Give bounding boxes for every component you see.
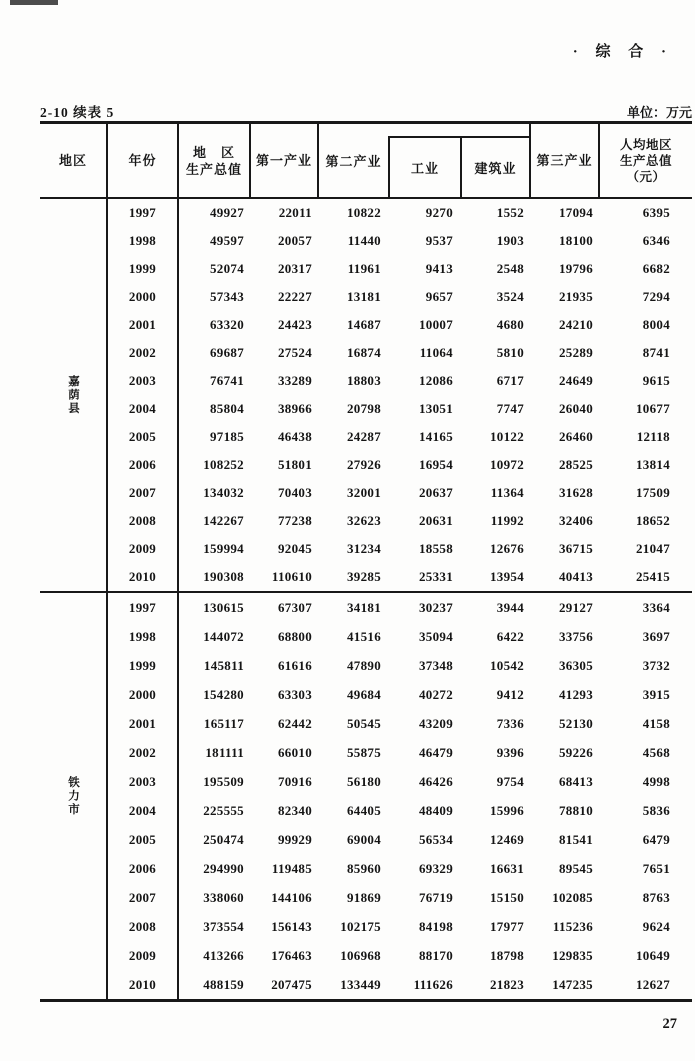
value-cell: 91869 bbox=[347, 889, 381, 905]
table-row bbox=[108, 767, 692, 796]
value-cell: 13814 bbox=[636, 457, 670, 472]
table-row bbox=[108, 479, 692, 507]
value-cell: 89545 bbox=[559, 860, 593, 876]
value-cell: 66010 bbox=[278, 744, 312, 760]
region-name: 铁力市 bbox=[67, 775, 79, 817]
value-cell: 26460 bbox=[559, 429, 593, 444]
col-header-secondary-industry: 第二产业 bbox=[325, 154, 382, 169]
year-cell: 2007 bbox=[108, 883, 179, 912]
value-cell: 2548 bbox=[496, 261, 524, 276]
table-row bbox=[108, 796, 692, 825]
value-cell: 61616 bbox=[278, 657, 312, 673]
value-cell: 10677 bbox=[636, 401, 670, 416]
value-cell: 46426 bbox=[419, 773, 453, 789]
value-cell: 181111 bbox=[205, 744, 244, 760]
value-cell: 68413 bbox=[559, 773, 593, 789]
year-cell: 2008 bbox=[108, 507, 179, 535]
region-block bbox=[40, 591, 692, 999]
value-cell: 17094 bbox=[559, 205, 593, 220]
value-cell: 69329 bbox=[419, 860, 453, 876]
value-cell: 16954 bbox=[419, 457, 453, 472]
value-cell: 85960 bbox=[347, 860, 381, 876]
year-cell: 1998 bbox=[108, 622, 179, 651]
value-cell: 29127 bbox=[559, 599, 593, 615]
value-cell: 77238 bbox=[278, 513, 312, 528]
value-cell: 40272 bbox=[419, 686, 453, 702]
table-row bbox=[108, 311, 692, 339]
value-cell: 18652 bbox=[636, 513, 670, 528]
value-cell: 1903 bbox=[496, 233, 524, 248]
value-cell: 25415 bbox=[636, 569, 670, 584]
value-cell: 24287 bbox=[347, 429, 381, 444]
value-cell: 48409 bbox=[419, 802, 453, 818]
year-cell: 2003 bbox=[108, 367, 179, 395]
value-cell: 294990 bbox=[203, 860, 244, 876]
value-cell: 37348 bbox=[419, 657, 453, 673]
value-cell: 15150 bbox=[490, 889, 524, 905]
year-cell: 1999 bbox=[108, 255, 179, 283]
col-header-primary-industry: 第一产业 bbox=[251, 124, 319, 197]
value-cell: 67307 bbox=[278, 599, 312, 615]
value-cell: 207475 bbox=[271, 976, 312, 992]
value-cell: 46479 bbox=[419, 744, 453, 760]
value-cell: 144106 bbox=[271, 889, 312, 905]
value-cell: 92045 bbox=[278, 541, 312, 556]
value-cell: 21823 bbox=[490, 976, 524, 992]
value-cell: 31234 bbox=[347, 541, 381, 556]
value-cell: 11961 bbox=[347, 261, 381, 276]
col-header-region: 地区 bbox=[40, 124, 108, 197]
value-cell: 70403 bbox=[278, 485, 312, 500]
value-cell: 111626 bbox=[413, 976, 453, 992]
table-row bbox=[108, 912, 692, 941]
value-cell: 147235 bbox=[552, 976, 593, 992]
table-row bbox=[108, 825, 692, 854]
unit-label: 单位：万元 bbox=[626, 105, 692, 120]
table-row bbox=[108, 367, 692, 395]
value-cell: 21047 bbox=[636, 541, 670, 556]
value-cell: 144072 bbox=[203, 628, 244, 644]
value-cell: 40413 bbox=[559, 569, 593, 584]
value-cell: 133449 bbox=[340, 976, 381, 992]
value-cell: 13181 bbox=[347, 289, 381, 304]
value-cell: 46438 bbox=[278, 429, 312, 444]
value-cell: 10122 bbox=[490, 429, 524, 444]
year-cell: 2001 bbox=[108, 311, 179, 339]
region-name: 嘉荫县 bbox=[67, 374, 79, 416]
value-cell: 34181 bbox=[347, 599, 381, 615]
value-cell: 27926 bbox=[347, 457, 381, 472]
value-cell: 129835 bbox=[552, 947, 593, 963]
value-cell: 106968 bbox=[340, 947, 381, 963]
value-cell: 81541 bbox=[559, 831, 593, 847]
value-cell: 20317 bbox=[278, 261, 312, 276]
value-cell: 110610 bbox=[271, 569, 312, 584]
value-cell: 10822 bbox=[347, 205, 381, 220]
value-cell: 68800 bbox=[278, 628, 312, 644]
statistical-table bbox=[40, 121, 692, 1002]
value-cell: 99929 bbox=[278, 831, 312, 847]
value-cell: 11992 bbox=[490, 513, 524, 528]
table-row bbox=[108, 854, 692, 883]
value-cell: 36715 bbox=[559, 541, 593, 556]
table-row bbox=[108, 507, 692, 535]
value-cell: 3697 bbox=[642, 628, 670, 644]
value-cell: 6395 bbox=[642, 205, 670, 220]
value-cell: 9412 bbox=[496, 686, 524, 702]
value-cell: 134032 bbox=[203, 485, 244, 500]
value-cell: 20637 bbox=[419, 485, 453, 500]
value-cell: 9270 bbox=[425, 205, 453, 220]
table-row bbox=[108, 709, 692, 738]
value-cell: 4568 bbox=[642, 744, 670, 760]
table-row bbox=[108, 738, 692, 767]
value-cell: 5810 bbox=[496, 345, 524, 360]
value-cell: 10972 bbox=[490, 457, 524, 472]
value-cell: 63303 bbox=[278, 686, 312, 702]
year-cell: 1997 bbox=[108, 593, 179, 622]
region-label-cell bbox=[40, 199, 108, 591]
value-cell: 12118 bbox=[636, 429, 670, 444]
year-cell: 2002 bbox=[108, 738, 179, 767]
year-cell: 2005 bbox=[108, 825, 179, 854]
value-cell: 8763 bbox=[642, 889, 670, 905]
value-cell: 165117 bbox=[203, 715, 244, 731]
value-cell: 52074 bbox=[210, 261, 244, 276]
value-cell: 22011 bbox=[278, 205, 312, 220]
value-cell: 9624 bbox=[642, 918, 670, 934]
value-cell: 3944 bbox=[496, 599, 524, 615]
table-row bbox=[108, 283, 692, 311]
value-cell: 3732 bbox=[642, 657, 670, 673]
value-cell: 24649 bbox=[559, 373, 593, 388]
table-row bbox=[108, 680, 692, 709]
col-header-percap-line3: （元） bbox=[626, 169, 666, 184]
col-header-gdp-line2: 生产总值 bbox=[185, 161, 242, 177]
value-cell: 19796 bbox=[559, 261, 593, 276]
value-cell: 154280 bbox=[203, 686, 244, 702]
table-row bbox=[108, 563, 692, 591]
value-cell: 56180 bbox=[347, 773, 381, 789]
table-header bbox=[40, 124, 692, 199]
value-cell: 49597 bbox=[210, 233, 244, 248]
value-cell: 52130 bbox=[559, 715, 593, 731]
value-cell: 9615 bbox=[642, 373, 670, 388]
col-header-year: 年份 bbox=[108, 124, 179, 197]
table-row bbox=[108, 883, 692, 912]
value-cell: 13954 bbox=[490, 569, 524, 584]
col-header-construction: 建筑业 bbox=[474, 161, 517, 176]
value-cell: 32623 bbox=[347, 513, 381, 528]
value-cell: 85804 bbox=[210, 401, 244, 416]
value-cell: 26040 bbox=[559, 401, 593, 416]
year-cell: 2009 bbox=[108, 941, 179, 970]
value-cell: 176463 bbox=[271, 947, 312, 963]
value-cell: 3915 bbox=[642, 686, 670, 702]
value-cell: 69004 bbox=[347, 831, 381, 847]
value-cell: 24210 bbox=[559, 317, 593, 332]
value-cell: 338060 bbox=[203, 889, 244, 905]
value-cell: 250474 bbox=[203, 831, 244, 847]
year-cell: 2010 bbox=[108, 563, 179, 591]
value-cell: 57343 bbox=[210, 289, 244, 304]
running-header-section: · 综 合 · bbox=[572, 44, 673, 60]
value-cell: 43209 bbox=[419, 715, 453, 731]
col-header-gdp-line1: 地 区 bbox=[192, 144, 235, 160]
value-cell: 15996 bbox=[490, 802, 524, 818]
table-row bbox=[108, 227, 692, 255]
value-cell: 7651 bbox=[642, 860, 670, 876]
value-cell: 41293 bbox=[559, 686, 593, 702]
value-cell: 82340 bbox=[278, 802, 312, 818]
value-cell: 9396 bbox=[496, 744, 524, 760]
value-cell: 33756 bbox=[559, 628, 593, 644]
value-cell: 20057 bbox=[278, 233, 312, 248]
value-cell: 51801 bbox=[278, 457, 312, 472]
year-cell: 2001 bbox=[108, 709, 179, 738]
value-cell: 6717 bbox=[496, 373, 524, 388]
table-row bbox=[108, 535, 692, 563]
year-cell: 2000 bbox=[108, 680, 179, 709]
year-cell: 1997 bbox=[108, 199, 179, 227]
value-cell: 6422 bbox=[496, 628, 524, 644]
value-cell: 6346 bbox=[642, 233, 670, 248]
value-cell: 413266 bbox=[203, 947, 244, 963]
table-body bbox=[40, 199, 692, 999]
value-cell: 14165 bbox=[419, 429, 453, 444]
year-cell: 2004 bbox=[108, 796, 179, 825]
table-caption-row bbox=[40, 103, 692, 121]
table-row bbox=[108, 423, 692, 451]
value-cell: 102175 bbox=[340, 918, 381, 934]
value-cell: 16631 bbox=[490, 860, 524, 876]
value-cell: 3524 bbox=[496, 289, 524, 304]
value-cell: 10542 bbox=[490, 657, 524, 673]
col-header-secondary-group bbox=[319, 124, 531, 197]
value-cell: 488159 bbox=[203, 976, 244, 992]
year-cell: 1998 bbox=[108, 227, 179, 255]
table-title: 2-10 续表 5 bbox=[40, 105, 115, 120]
year-cell: 2005 bbox=[108, 423, 179, 451]
value-cell: 7747 bbox=[496, 401, 524, 416]
value-cell: 78810 bbox=[559, 802, 593, 818]
value-cell: 20798 bbox=[347, 401, 381, 416]
value-cell: 28525 bbox=[559, 457, 593, 472]
value-cell: 39285 bbox=[347, 569, 381, 584]
value-cell: 108252 bbox=[203, 457, 244, 472]
col-header-per-capita-gdp bbox=[600, 124, 692, 197]
value-cell: 97185 bbox=[210, 429, 244, 444]
value-cell: 88170 bbox=[419, 947, 453, 963]
value-cell: 156143 bbox=[271, 918, 312, 934]
value-cell: 9537 bbox=[425, 233, 453, 248]
value-cell: 16874 bbox=[347, 345, 381, 360]
value-cell: 32406 bbox=[559, 513, 593, 528]
region-rows bbox=[108, 199, 692, 591]
table-row bbox=[108, 593, 692, 622]
value-cell: 159994 bbox=[203, 541, 244, 556]
value-cell: 70916 bbox=[278, 773, 312, 789]
value-cell: 69687 bbox=[210, 345, 244, 360]
value-cell: 9413 bbox=[425, 261, 453, 276]
value-cell: 373554 bbox=[203, 918, 244, 934]
col-header-percap-line2: 生产总值 bbox=[619, 153, 672, 168]
year-cell: 2004 bbox=[108, 395, 179, 423]
value-cell: 12086 bbox=[419, 373, 453, 388]
value-cell: 62442 bbox=[278, 715, 312, 731]
value-cell: 56534 bbox=[419, 831, 453, 847]
value-cell: 12627 bbox=[636, 976, 670, 992]
value-cell: 47890 bbox=[347, 657, 381, 673]
value-cell: 4998 bbox=[642, 773, 670, 789]
scan-artifact bbox=[10, 0, 58, 5]
value-cell: 35094 bbox=[419, 628, 453, 644]
value-cell: 7294 bbox=[642, 289, 670, 304]
col-header-tertiary-industry: 第三产业 bbox=[531, 124, 600, 197]
year-cell: 2002 bbox=[108, 339, 179, 367]
value-cell: 31628 bbox=[559, 485, 593, 500]
value-cell: 6682 bbox=[642, 261, 670, 276]
col-header-industry: 工业 bbox=[390, 138, 462, 197]
value-cell: 18558 bbox=[419, 541, 453, 556]
value-cell: 225555 bbox=[203, 802, 244, 818]
value-cell: 3364 bbox=[642, 599, 670, 615]
value-cell: 11440 bbox=[347, 233, 381, 248]
value-cell: 10649 bbox=[636, 947, 670, 963]
value-cell: 119485 bbox=[271, 860, 312, 876]
value-cell: 84198 bbox=[419, 918, 453, 934]
value-cell: 64405 bbox=[347, 802, 381, 818]
value-cell: 18798 bbox=[490, 947, 524, 963]
value-cell: 115236 bbox=[552, 918, 593, 934]
value-cell: 20631 bbox=[419, 513, 453, 528]
table-row bbox=[108, 199, 692, 227]
table-row bbox=[108, 651, 692, 680]
page-number: 27 bbox=[662, 1016, 677, 1032]
value-cell: 55875 bbox=[347, 744, 381, 760]
value-cell: 130615 bbox=[203, 599, 244, 615]
value-cell: 195509 bbox=[203, 773, 244, 789]
value-cell: 4680 bbox=[496, 317, 524, 332]
value-cell: 25331 bbox=[419, 569, 453, 584]
year-cell: 2006 bbox=[108, 854, 179, 883]
value-cell: 49927 bbox=[210, 205, 244, 220]
value-cell: 27524 bbox=[278, 345, 312, 360]
value-cell: 76741 bbox=[210, 373, 244, 388]
value-cell: 50545 bbox=[347, 715, 381, 731]
value-cell: 10007 bbox=[419, 317, 453, 332]
value-cell: 9754 bbox=[496, 773, 524, 789]
value-cell: 25289 bbox=[559, 345, 593, 360]
value-cell: 21935 bbox=[559, 289, 593, 304]
value-cell: 30237 bbox=[419, 599, 453, 615]
value-cell: 18100 bbox=[559, 233, 593, 248]
year-cell: 2006 bbox=[108, 451, 179, 479]
value-cell: 8741 bbox=[642, 345, 670, 360]
secondary-subcolumns-box bbox=[388, 136, 529, 197]
value-cell: 17509 bbox=[636, 485, 670, 500]
value-cell: 22227 bbox=[278, 289, 312, 304]
value-cell: 6479 bbox=[642, 831, 670, 847]
value-cell: 33289 bbox=[278, 373, 312, 388]
year-cell: 2008 bbox=[108, 912, 179, 941]
value-cell: 145811 bbox=[203, 657, 244, 673]
value-cell: 49684 bbox=[347, 686, 381, 702]
year-cell: 2003 bbox=[108, 767, 179, 796]
year-cell: 2007 bbox=[108, 479, 179, 507]
value-cell: 1552 bbox=[496, 205, 524, 220]
year-cell: 2009 bbox=[108, 535, 179, 563]
value-cell: 102085 bbox=[552, 889, 593, 905]
table-row bbox=[108, 451, 692, 479]
value-cell: 5836 bbox=[642, 802, 670, 818]
region-label-cell bbox=[40, 593, 108, 999]
value-cell: 8004 bbox=[642, 317, 670, 332]
value-cell: 63320 bbox=[210, 317, 244, 332]
value-cell: 11364 bbox=[490, 485, 524, 500]
value-cell: 14687 bbox=[347, 317, 381, 332]
year-cell: 2000 bbox=[108, 283, 179, 311]
value-cell: 11064 bbox=[419, 345, 453, 360]
col-header-percap-line1: 人均地区 bbox=[619, 137, 672, 152]
region-block bbox=[40, 199, 692, 591]
table-row bbox=[108, 970, 692, 999]
region-rows bbox=[108, 593, 692, 999]
value-cell: 142267 bbox=[203, 513, 244, 528]
value-cell: 36305 bbox=[559, 657, 593, 673]
table-row bbox=[108, 255, 692, 283]
value-cell: 41516 bbox=[347, 628, 381, 644]
value-cell: 76719 bbox=[419, 889, 453, 905]
value-cell: 38966 bbox=[278, 401, 312, 416]
value-cell: 9657 bbox=[425, 289, 453, 304]
table-row bbox=[108, 395, 692, 423]
table-row bbox=[108, 622, 692, 651]
col-header-gdp bbox=[179, 124, 251, 197]
value-cell: 18803 bbox=[347, 373, 381, 388]
year-cell: 1999 bbox=[108, 651, 179, 680]
year-cell: 2010 bbox=[108, 970, 179, 999]
value-cell: 12469 bbox=[490, 831, 524, 847]
value-cell: 190308 bbox=[203, 569, 244, 584]
table-row bbox=[108, 339, 692, 367]
value-cell: 4158 bbox=[642, 715, 670, 731]
value-cell: 32001 bbox=[347, 485, 381, 500]
value-cell: 12676 bbox=[490, 541, 524, 556]
value-cell: 17977 bbox=[490, 918, 524, 934]
value-cell: 13051 bbox=[419, 401, 453, 416]
value-cell: 7336 bbox=[496, 715, 524, 731]
value-cell: 59226 bbox=[559, 744, 593, 760]
table-row bbox=[108, 941, 692, 970]
value-cell: 24423 bbox=[278, 317, 312, 332]
